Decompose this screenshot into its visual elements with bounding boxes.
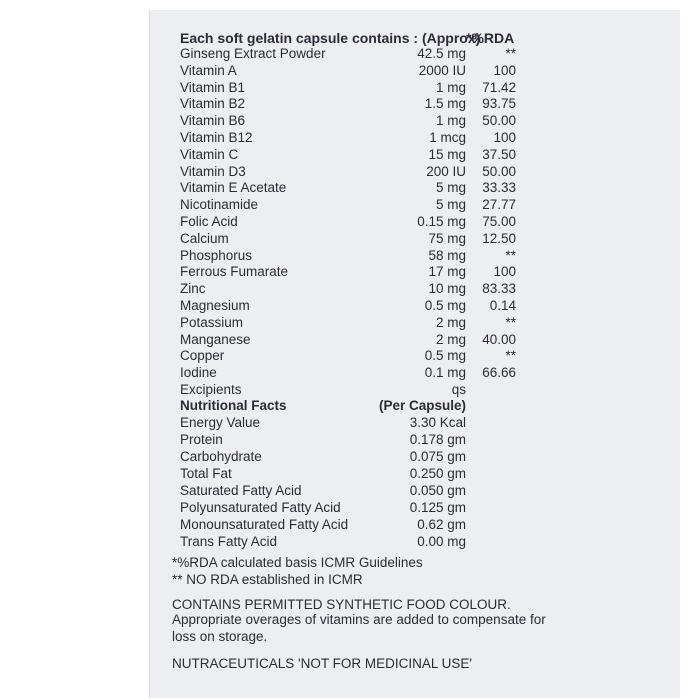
row-rda: 66.66 (482, 365, 516, 381)
table-row (150, 281, 680, 298)
overages-note: Appropriate overages of vitamins are added to compensate for loss on storage. (172, 612, 546, 644)
row-label: Protein (180, 432, 223, 447)
table-row (150, 147, 680, 164)
table-row (150, 432, 680, 449)
table-row (150, 298, 680, 315)
row-amount: 2 mg (435, 331, 466, 347)
table-row (150, 130, 680, 147)
no-rda-note: ** NO RDA established in ICMR (172, 572, 363, 587)
table-row (150, 415, 680, 432)
table-row (150, 534, 680, 551)
row-label: Monounsaturated Fatty Acid (180, 517, 349, 532)
table-row (150, 382, 680, 399)
row-amount: 0.5 mg (424, 298, 466, 313)
row-amount: 200 IU (426, 163, 466, 179)
row-label: Phosphorus (180, 247, 253, 263)
row-rda: 93.75 (482, 96, 516, 112)
row-rda: 71.42 (482, 79, 516, 95)
label-panel (150, 10, 680, 698)
row-label: Calcium (180, 230, 229, 246)
row-rda: 37.50 (482, 146, 516, 162)
row-amount: 10 mg (428, 281, 466, 297)
row-label: Iodine (180, 365, 217, 381)
composition-heading: Each soft gelatin capsule contains : (Approx) (180, 30, 481, 46)
row-amount: 0.075 gm (409, 449, 466, 464)
table-row (150, 197, 680, 214)
row-rda: 0.14 (489, 298, 516, 313)
nutraceutical-note: NUTRACEUTICALS 'NOT FOR MEDICINAL USE' (172, 656, 472, 671)
row-label: Vitamin B1 (180, 79, 246, 95)
row-amount: 2000 IU (418, 62, 466, 78)
nutrition-heading-row (150, 398, 680, 415)
table-row (150, 315, 680, 332)
row-amount: 0.125 gm (409, 500, 466, 515)
row-label: Manganese (180, 331, 251, 347)
row-amount: 0.250 gm (409, 466, 466, 481)
row-label: Vitamin B2 (180, 96, 246, 112)
row-label: Ferrous Fumarate (180, 264, 289, 280)
row-amount: 58 mg (428, 247, 466, 263)
table-row (150, 63, 680, 80)
row-label: Vitamin A (180, 62, 237, 78)
row-rda: 12.50 (482, 230, 516, 246)
row-rda: ** (505, 348, 516, 364)
row-rda: ** (505, 46, 516, 61)
row-amount: 5 mg (435, 180, 466, 196)
row-label: Saturated Fatty Acid (180, 483, 302, 498)
row-label: Zinc (180, 281, 206, 297)
row-label: Magnesium (180, 298, 250, 313)
row-label: Polyunsaturated Fatty Acid (180, 500, 341, 515)
row-amount: 42.5 mg (417, 46, 466, 61)
row-amount: 3.30 Kcal (409, 415, 466, 430)
row-label: Vitamin C (180, 146, 239, 162)
row-rda: 100 (493, 264, 516, 280)
row-rda: 50.00 (482, 113, 516, 129)
row-label: Vitamin E Acetate (180, 180, 287, 196)
table-row (150, 46, 680, 63)
row-amount: 0.178 gm (409, 432, 466, 447)
row-amount: 0.62 gm (417, 517, 466, 532)
table-row (150, 365, 680, 382)
row-label: Energy Value (180, 415, 261, 430)
row-rda: 100 (493, 62, 516, 78)
row-label: Ginseng Extract Powder (180, 46, 326, 61)
table-row (150, 466, 680, 483)
row-label: Vitamin B6 (180, 113, 246, 129)
table-row (150, 164, 680, 181)
row-amount: 0.5 mg (424, 348, 466, 364)
row-amount: 17 mg (428, 264, 466, 280)
row-amount: qs (451, 382, 466, 397)
table-row (150, 180, 680, 197)
row-label: Excipients (180, 382, 242, 397)
row-amount: 2 mg (435, 314, 466, 330)
row-amount: 0.00 mg (417, 534, 466, 549)
row-label: Carbohydrate (180, 449, 262, 464)
row-rda: 100 (493, 130, 516, 145)
table-row (150, 264, 680, 281)
nutrition-unit: (Per Capsule) (378, 398, 466, 413)
table-row (150, 248, 680, 265)
food-colour-note: CONTAINS PERMITTED SYNTHETIC FOOD COLOUR. (172, 597, 511, 612)
row-amount: 1 mcg (429, 130, 466, 145)
table-row (150, 214, 680, 231)
row-rda: 83.33 (482, 281, 516, 297)
table-row (150, 449, 680, 466)
nutrition-heading: Nutritional Facts (180, 398, 287, 413)
row-rda: 33.33 (482, 180, 516, 196)
rda-column-heading: *%RDA (466, 30, 515, 46)
row-label: Copper (180, 348, 225, 364)
table-row (150, 113, 680, 130)
row-amount: 1.5 mg (424, 96, 466, 112)
row-rda: 40.00 (482, 331, 516, 347)
rda-basis-note: *%RDA calculated basis ICMR Guidelines (172, 555, 423, 570)
row-rda: 50.00 (482, 163, 516, 179)
row-rda: ** (505, 314, 516, 330)
table-row (150, 483, 680, 500)
row-amount: 15 mg (428, 146, 466, 162)
row-label: Nicotinamide (180, 197, 259, 213)
table-row (150, 80, 680, 97)
row-label: Vitamin B12 (180, 130, 253, 145)
row-label: Total Fat (180, 466, 232, 481)
row-amount: 75 mg (428, 230, 466, 246)
row-amount: 5 mg (435, 197, 466, 213)
row-label: Vitamin D3 (180, 163, 246, 179)
table-row (150, 332, 680, 349)
table-row (150, 96, 680, 113)
table-row (150, 500, 680, 517)
table-row (150, 517, 680, 534)
row-rda: 27.77 (482, 197, 516, 213)
row-amount: 0.1 mg (424, 365, 466, 381)
row-rda: 75.00 (482, 214, 516, 229)
table-row (150, 348, 680, 365)
row-amount: 1 mg (435, 113, 466, 129)
row-label: Trans Fatty Acid (180, 534, 278, 549)
row-label: Folic Acid (180, 214, 238, 229)
row-rda: ** (505, 247, 516, 263)
row-label: Potassium (180, 314, 244, 330)
table-row (150, 231, 680, 248)
row-amount: 1 mg (435, 79, 466, 95)
row-amount: 0.15 mg (417, 214, 466, 229)
row-amount: 0.050 gm (409, 483, 466, 498)
